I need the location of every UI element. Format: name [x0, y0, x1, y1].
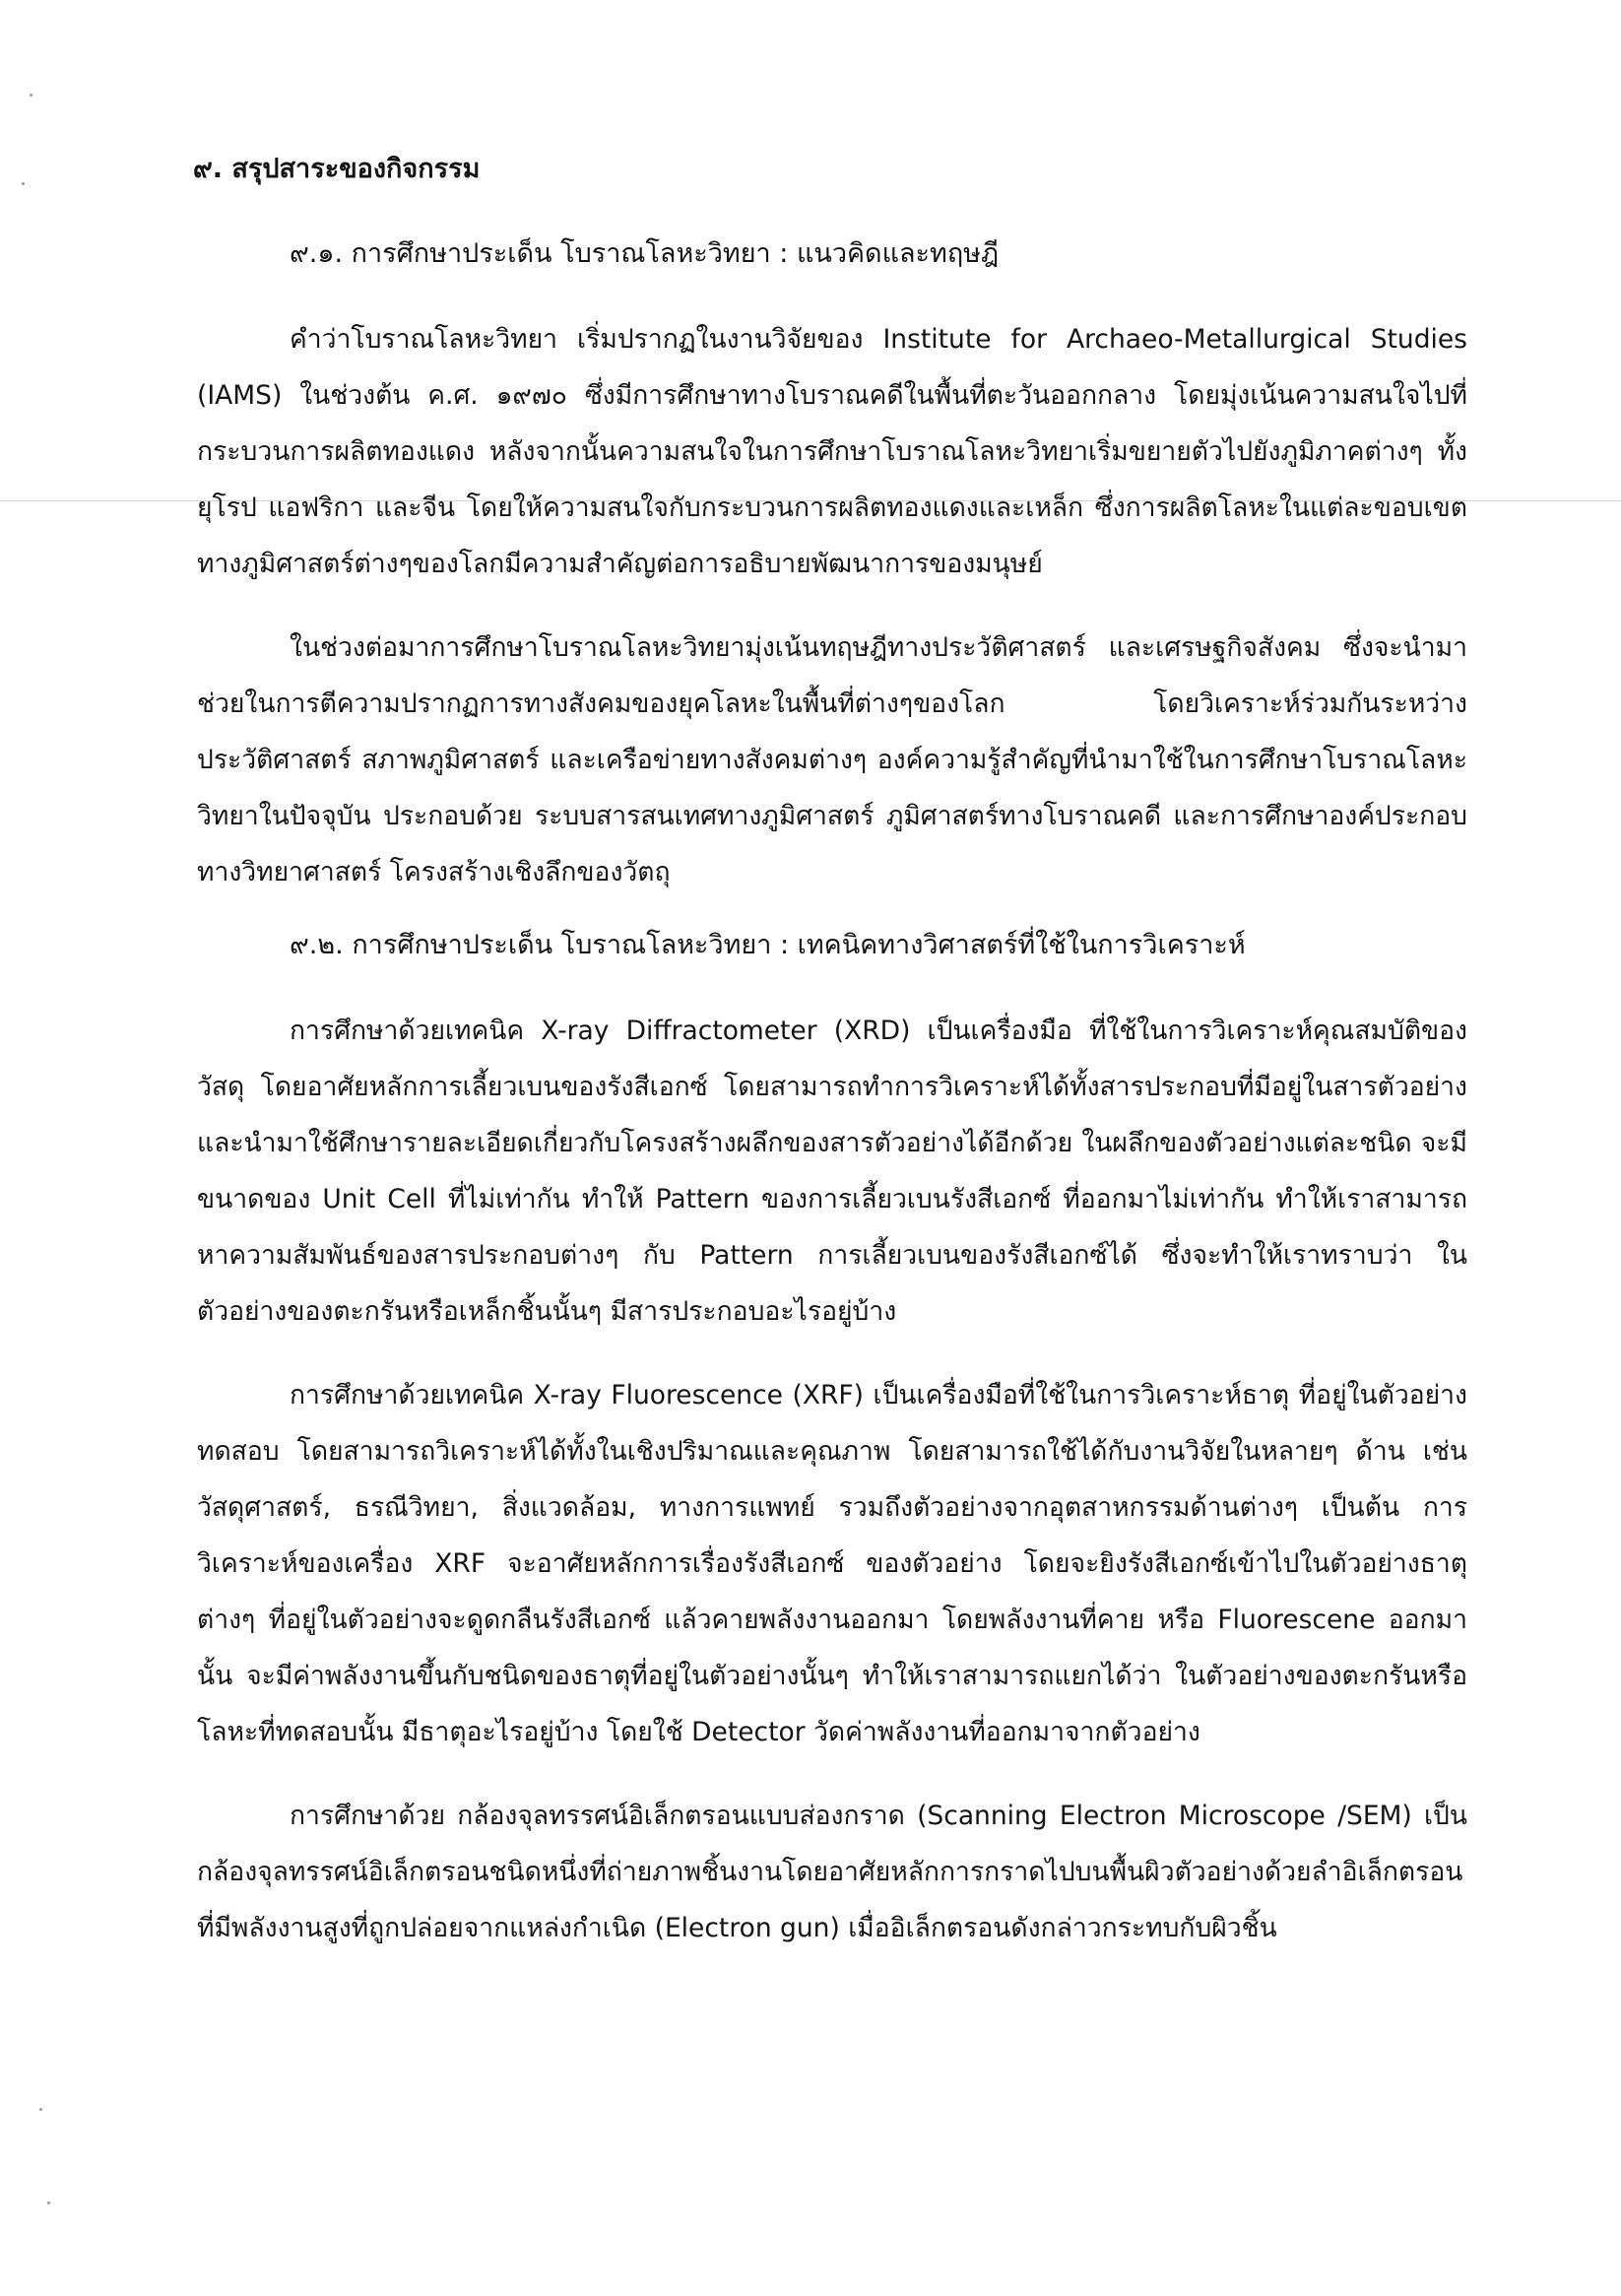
section-1-paragraph: ในช่วงต่อมาการศึกษาโบราณโลหะวิทยามุ่งเน้นทฤษฎีทางประวัติศาสตร์ และเศรษฐกิจสังคม ซึ่งจะนำมาช่วยในการตีความปรากฏการทางสังคมของยุคโลหะในพื้นที่ต่างๆของโลก โดยวิเคราะห์ร่วมกันระหว่างประวัติศาสตร์ สภาพภูมิศาสตร์ และเครือข่ายทางสังคมต่างๆ องค์ความรู้สำคัญที่นำมาใช้ในการศึกษาโบราณโลหะวิทยาในปัจจุบัน ประกอบด้วย ระบบสารสนเทศทางภูมิศาสตร์ ภูมิศาสตร์ทางโบราณคดี และการศึกษาองค์ประกอบทางวิทยาศาสตร์ โครงสร้างเชิงลึกของวัตถุ — [197, 632, 1467, 887]
section-1-title: ๙.๑. การศึกษาประเด็น โบราณโลหะวิทยา : แนวคิดและทฤษฎี — [290, 238, 1000, 269]
document-body — [193, 148, 1467, 1984]
scan-speck — [30, 94, 32, 97]
section-1-paragraph: คำว่าโบราณโลหะวิทยา เริ่มปรากฏในงานวิจัยของ Institute for Archaeo-Metallurgical Studies (IAMS) ในช่วงต้น ค.ศ. ๑๙๗๐ ซึ่งมีการศึกษาทางโบราณคดีในพื้นที่ตะวันออกกลาง โดยมุ่งเน้นความสนใจไปที่กระบวนการผลิตทองแดง หลังจากนั้นความสนใจในการศึกษาโบราณโลหะวิทยาเริ่มขยายตัวไปยังภูมิภาคต่างๆ ทั้งยุโรป แอฟริกา และจีน โดยให้ความสนใจกับกระบวนการผลิตทองแดงและเหล็ก ซึ่งการผลิตโลหะในแต่ละขอบเขตทางภูมิศาสตร์ต่างๆของโลกมีความสำคัญต่อการอธิบายพัฒนาการของมนุษย์ — [197, 324, 1467, 579]
scan-speck — [22, 182, 25, 185]
page-heading: ๙. สรุปสาระของกิจกรรม — [193, 154, 481, 184]
section-2-paragraph: การศึกษาด้วยเทคนิค X-ray Diffractometer (XRD) เป็นเครื่องมือ ที่ใช้ในการวิเคราะห์คุณสมบัติของวัสดุ โดยอาศัยหลักการเลี้ยวเบนของรังสีเอกซ์ โดยสามารถทำการวิเคราะห์ได้ทั้งสารประกอบที่มีอยู่ในสารตัวอย่าง และนำมาใช้ศึกษารายละเอียดเกี่ยวกับโครงสร้างผลึกของสารตัวอย่างได้อีกด้วย ในผลึกของตัวอย่างแต่ละชนิด จะมีขนาดของ Unit Cell ที่ไม่เท่ากัน ทำให้ Pattern ของการเลี้ยวเบนรังสีเอกซ์ ที่ออกมาไม่เท่ากัน ทำให้เราสามารถหาความสัมพันธ์ของสารประกอบต่างๆ กับ Pattern การเลี้ยวเบนของรังสีเอกซ์ได้ ซึ่งจะทำให้เราทราบว่า ในตัวอย่างของตะกรันหรือเหล็กชิ้นนั้นๆ มีสารประกอบอะไรอยู่บ้าง — [197, 1016, 1467, 1327]
section-2-paragraph: การศึกษาด้วย กล้องจุลทรรศน์อิเล็กตรอนแบบส่องกราด (Scanning Electron Microscope /SEM) เป็นกล้องจุลทรรศน์อิเล็กตรอนชนิดหนึ่งที่ถ่ายภาพชิ้นงานโดยอาศัยหลักการกราดไปบนพื้นผิวตัวอย่างด้วยลำอิเล็กตรอนที่มีพลังงานสูงที่ถูกปล่อยจากแหล่งกำเนิด (Electron gun) เมื่ออิเล็กตรอนดังกล่าวกระทบกับผิวชิ้น — [197, 1801, 1467, 1943]
section-2-paragraph: การศึกษาด้วยเทคนิค X-ray Fluorescence (XRF) เป็นเครื่องมือที่ใช้ในการวิเคราะห์ธาตุ ที่อยู่ในตัวอย่างทดสอบ โดยสามารถวิเคราะห์ได้ทั้งในเชิงปริมาณและคุณภาพ โดยสามารถใช้ได้กับงานวิจัยในหลายๆ ด้าน เช่น วัสดุศาสตร์, ธรณีวิทยา, สิ่งแวดล้อม, ทางการแพทย์ รวมถึงตัวอย่างจากอุตสาหกรรมด้านต่างๆ เป็นต้น การวิเคราะห์ของเครื่อง XRF จะอาศัยหลักการเรื่องรังสีเอกซ์ ของตัวอย่าง โดยจะยิงรังสีเอกซ์เข้าไปในตัวอย่างธาตุต่างๆ ที่อยู่ในตัวอย่างจะดูดกลืนรังสีเอกซ์ แล้วคายพลังงานออกมา โดยพลังงานที่คาย หรือ Fluorescene ออกมานั้น จะมีค่าพลังงานขึ้นกับชนิดของธาตุที่อยู่ในตัวอย่างนั้นๆ ทำให้เราสามารถแยกได้ว่า ในตัวอย่างของตะกรันหรือโลหะที่ทดสอบนั้น มีธาตุอะไรอยู่บ้าง โดยใช้ Detector วัดค่าพลังงานที่ออกมาจากตัวอย่าง — [197, 1380, 1467, 1747]
scan-speck — [47, 2201, 50, 2204]
scan-speck — [39, 2108, 42, 2111]
section-2-title: ๙.๒. การศึกษาประเด็น โบราณโลหะวิทยา : เทคนิคทางวิศาสตร์ที่ใช้ในการวิเคราะห์ — [290, 930, 1246, 960]
